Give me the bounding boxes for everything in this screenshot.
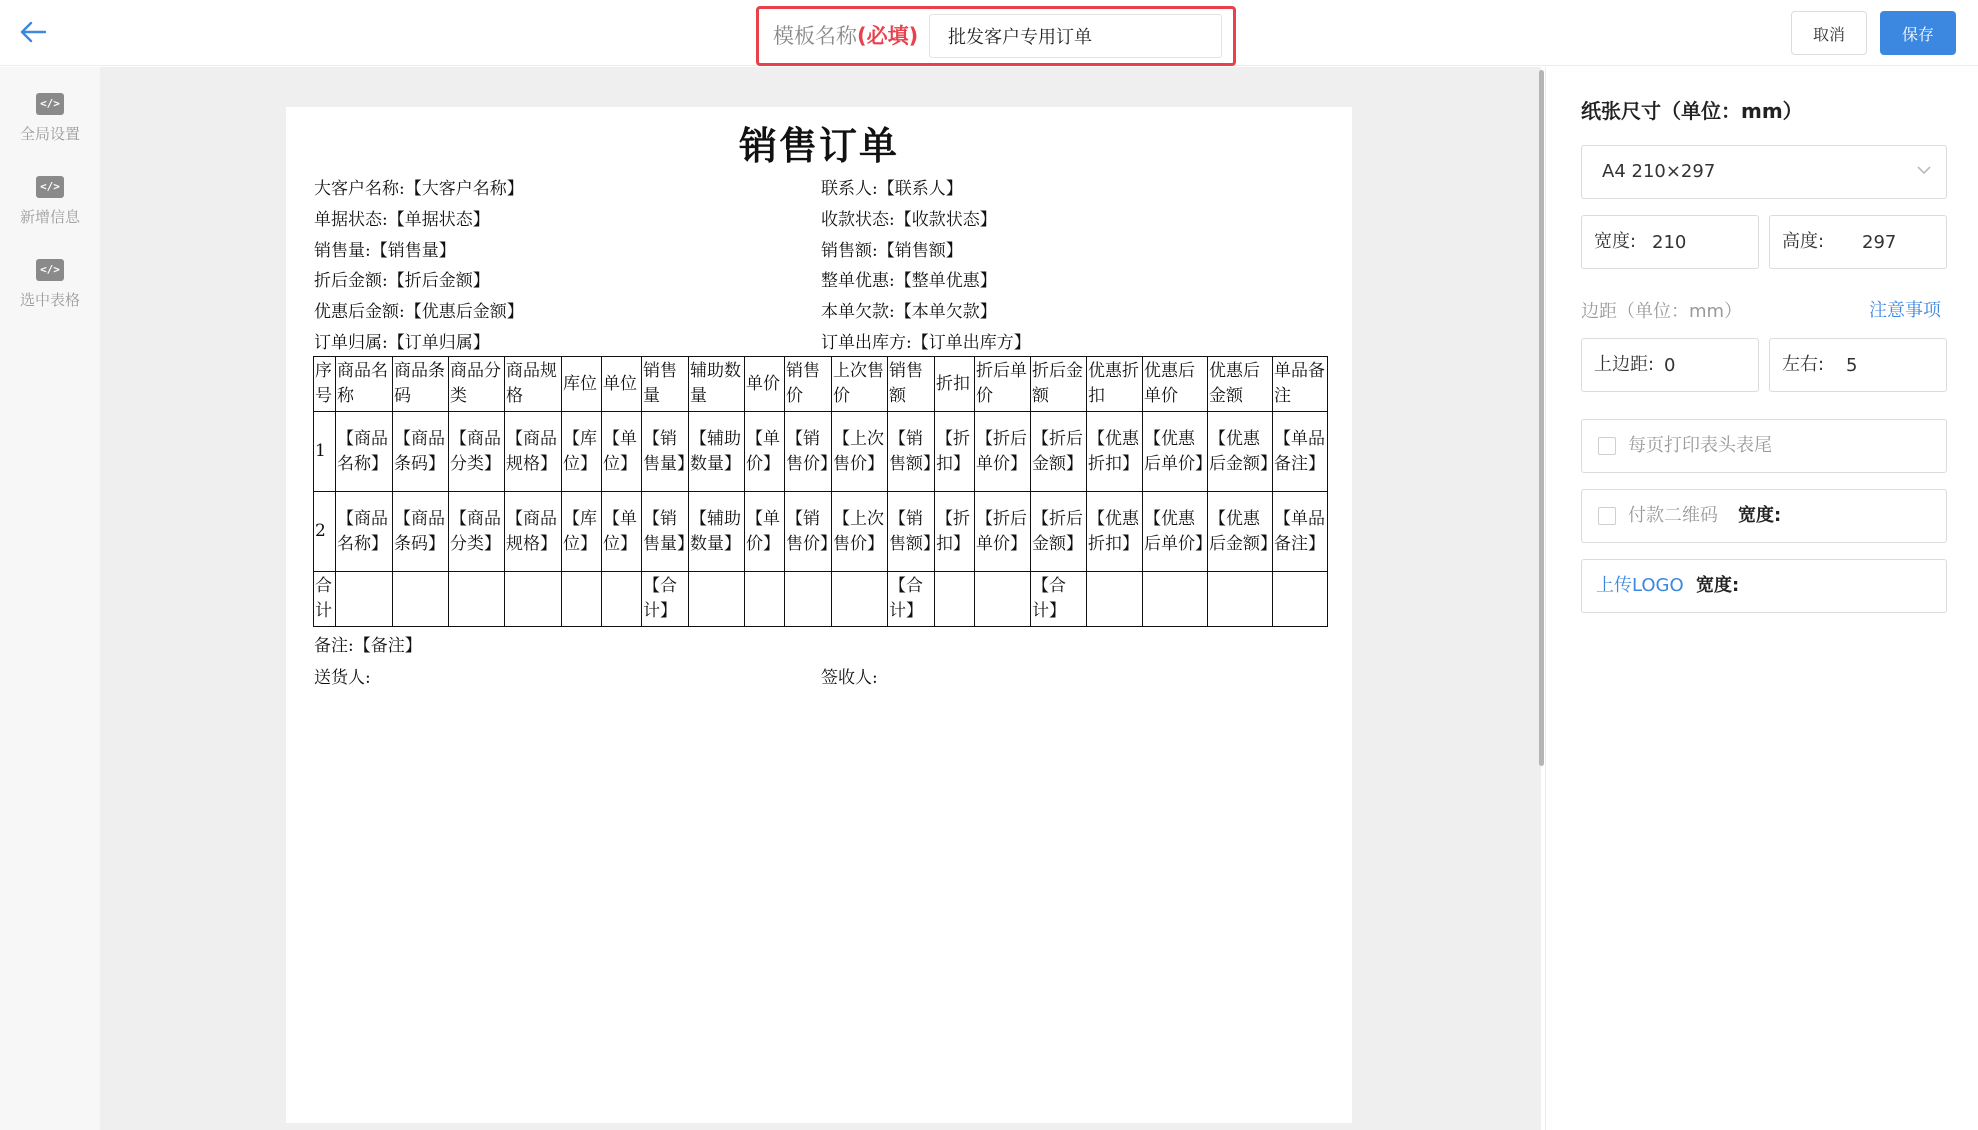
width-field xyxy=(1581,215,1759,269)
qr-code-label: 付款二维码 xyxy=(1628,505,1718,526)
table-cell[interactable]: 【上次售价】 xyxy=(832,492,888,572)
table-header-cell[interactable]: 商品分类 xyxy=(449,357,505,412)
required-mark: (必填) xyxy=(857,24,919,48)
info-field[interactable]: 销售量:【销售量】 xyxy=(314,241,456,261)
table-cell[interactable]: 【商品条码】 xyxy=(393,412,449,492)
info-field[interactable]: 单据状态:【单据状态】 xyxy=(314,210,490,230)
table-cell[interactable] xyxy=(1273,572,1328,627)
sidebar-item-add-info[interactable] xyxy=(0,176,100,246)
table-cell[interactable]: 【商品规格】 xyxy=(505,492,562,572)
table-cell[interactable]: 【单位】 xyxy=(602,492,642,572)
info-field[interactable]: 大客户名称:【大客户名称】 xyxy=(314,179,524,199)
info-field[interactable]: 收款状态:【收款状态】 xyxy=(821,210,997,230)
table-cell[interactable]: 【库位】 xyxy=(562,412,602,492)
table-cell[interactable]: 【折后单价】 xyxy=(975,492,1031,572)
back-button[interactable] xyxy=(16,14,50,50)
table-cell[interactable]: 【商品分类】 xyxy=(449,412,505,492)
table-cell[interactable]: 【商品条码】 xyxy=(393,492,449,572)
paper-size-value: A4 210×297 xyxy=(1602,161,1716,182)
table-cell[interactable] xyxy=(785,572,832,627)
height-input[interactable] xyxy=(1862,224,1942,260)
cancel-button[interactable]: 取消 xyxy=(1791,11,1867,55)
save-button[interactable]: 保存 xyxy=(1880,11,1956,55)
table-cell[interactable]: 【销售额】 xyxy=(888,412,935,492)
table-cell[interactable]: 【单品备注】 xyxy=(1273,412,1328,492)
table-header-cell[interactable]: 单品备注 xyxy=(1273,357,1328,412)
table-cell[interactable]: 1 xyxy=(314,412,336,492)
table-cell[interactable]: 2 xyxy=(314,492,336,572)
table-cell[interactable] xyxy=(1087,572,1143,627)
sidebar-item-label: 选中表格 xyxy=(19,291,80,309)
table-cell[interactable]: 【优惠折扣】 xyxy=(1087,492,1143,572)
canvas-area xyxy=(100,67,1541,1130)
table-cell[interactable]: 【辅助数量】 xyxy=(689,492,745,572)
template-name-input[interactable] xyxy=(929,14,1222,58)
print-header-option xyxy=(1581,419,1947,473)
table-cell[interactable]: 【优惠后金额】 xyxy=(1208,412,1273,492)
remark-field[interactable]: 备注:【备注】 xyxy=(314,636,422,656)
notes-link[interactable]: 注意事项 xyxy=(1869,300,1941,321)
table-cell[interactable]: 【单价】 xyxy=(745,412,785,492)
paper-size-title: 纸张尺寸（单位：mm） xyxy=(1581,99,1803,123)
code-icon: </> xyxy=(36,176,64,198)
info-field[interactable]: 联系人:【联系人】 xyxy=(821,179,963,199)
table-cell[interactable]: 【商品规格】 xyxy=(505,412,562,492)
table-header-cell[interactable]: 销售价 xyxy=(785,357,832,412)
top-margin-label: 上边距: xyxy=(1594,354,1655,375)
table-cell[interactable]: 【商品名称】 xyxy=(336,492,393,572)
table-header-cell[interactable]: 单价 xyxy=(745,357,785,412)
table-cell[interactable]: 【销售价】 xyxy=(785,412,832,492)
document-title[interactable]: 销售订单 xyxy=(738,123,899,168)
top-margin-input[interactable] xyxy=(1664,347,1749,383)
paper-preview[interactable] xyxy=(286,107,1352,1123)
table-header-cell[interactable]: 序号 xyxy=(314,357,336,412)
info-field[interactable]: 优惠后金额:【优惠后金额】 xyxy=(314,302,524,322)
qr-code-checkbox[interactable] xyxy=(1598,507,1616,525)
table-header-cell[interactable]: 优惠折扣 xyxy=(1087,357,1143,412)
table-header-cell[interactable]: 商品名称 xyxy=(336,357,393,412)
width-input[interactable] xyxy=(1652,224,1747,260)
table-cell[interactable]: 【折扣】 xyxy=(935,412,975,492)
table-cell[interactable]: 【商品名称】 xyxy=(336,412,393,492)
info-field[interactable]: 订单出库方:【订单出库方】 xyxy=(821,333,1031,353)
table-header-cell[interactable]: 库位 xyxy=(562,357,602,412)
table-cell[interactable]: 【合计】 xyxy=(1031,572,1087,627)
table-header-row[interactable] xyxy=(314,357,1328,412)
deliverer-field[interactable]: 送货人: xyxy=(314,668,371,688)
sidebar-item-select-table[interactable] xyxy=(0,259,100,329)
logo-option xyxy=(1581,559,1947,613)
table-cell[interactable]: 【商品分类】 xyxy=(449,492,505,572)
table-cell[interactable] xyxy=(602,572,642,627)
table-cell[interactable] xyxy=(393,572,449,627)
settings-panel xyxy=(1545,67,1978,1130)
top-margin-field xyxy=(1581,338,1759,392)
print-header-checkbox[interactable] xyxy=(1598,437,1616,455)
table-cell[interactable]: 【上次售价】 xyxy=(832,412,888,492)
table-cell[interactable] xyxy=(975,572,1031,627)
table-cell[interactable]: 【库位】 xyxy=(562,492,602,572)
lr-margin-label: 左右: xyxy=(1782,354,1825,375)
info-field[interactable]: 本单欠款:【本单欠款】 xyxy=(821,302,997,322)
margin-title: 边距（单位：mm） xyxy=(1581,301,1743,322)
info-field[interactable]: 订单归属:【订单归属】 xyxy=(314,333,490,353)
receiver-field[interactable]: 签收人: xyxy=(821,668,878,688)
table-header-cell[interactable]: 商品规格 xyxy=(505,357,562,412)
table-cell[interactable]: 【单位】 xyxy=(602,412,642,492)
items-table[interactable] xyxy=(313,356,1328,627)
top-bar xyxy=(0,0,1978,66)
template-name-label: 模板名称(必填) xyxy=(773,24,919,48)
table-cell[interactable] xyxy=(1143,572,1208,627)
table-header-cell[interactable]: 上次售价 xyxy=(832,357,888,412)
height-field xyxy=(1769,215,1947,269)
table-header-cell[interactable]: 折后金额 xyxy=(1031,357,1087,412)
table-cell[interactable]: 【销售量】 xyxy=(642,412,689,492)
sidebar-item-global-settings[interactable] xyxy=(0,93,100,163)
table-cell[interactable]: 【单价】 xyxy=(745,492,785,572)
logo-width-label: 宽度: xyxy=(1696,575,1740,596)
upload-logo-link[interactable]: 上传LOGO xyxy=(1596,575,1684,596)
table-cell[interactable]: 【优惠后金额】 xyxy=(1208,492,1273,572)
table-row[interactable] xyxy=(314,492,1328,572)
print-header-label: 每页打印表头表尾 xyxy=(1628,435,1772,456)
table-cell[interactable] xyxy=(745,572,785,627)
table-total-row[interactable] xyxy=(314,572,1328,627)
table-cell[interactable] xyxy=(935,572,975,627)
table-cell[interactable] xyxy=(336,572,393,627)
sidebar-item-label: 全局设置 xyxy=(19,125,80,143)
qr-code-option xyxy=(1581,489,1947,543)
canvas-scrollbar[interactable] xyxy=(1539,70,1544,766)
qr-width-label: 宽度: xyxy=(1738,505,1782,526)
table-cell[interactable]: 【折后金额】 xyxy=(1031,412,1087,492)
code-icon: </> xyxy=(36,93,64,115)
arrow-left-icon xyxy=(20,21,46,43)
template-name-group xyxy=(756,6,1236,66)
table-cell[interactable]: 【优惠后单价】 xyxy=(1143,492,1208,572)
sidebar-item-label: 新增信息 xyxy=(19,208,80,226)
table-header-cell[interactable]: 优惠后单价 xyxy=(1143,357,1208,412)
table-cell[interactable]: 【销售额】 xyxy=(888,492,935,572)
height-label: 高度: xyxy=(1782,231,1825,252)
code-icon: </> xyxy=(36,259,64,281)
info-field[interactable]: 销售额:【销售额】 xyxy=(821,241,963,261)
table-cell[interactable] xyxy=(832,572,888,627)
info-field[interactable]: 整单优惠:【整单优惠】 xyxy=(821,271,997,291)
lr-margin-field xyxy=(1769,338,1947,392)
table-header-cell[interactable]: 优惠后金额 xyxy=(1208,357,1273,412)
chevron-down-icon xyxy=(1916,164,1932,176)
table-cell[interactable] xyxy=(505,572,562,627)
info-field[interactable]: 折后金额:【折后金额】 xyxy=(314,271,490,291)
table-cell[interactable]: 【销售价】 xyxy=(785,492,832,572)
table-cell[interactable]: 【合计】 xyxy=(888,572,935,627)
table-cell[interactable]: 【折后单价】 xyxy=(975,412,1031,492)
table-header-cell[interactable]: 辅助数量 xyxy=(689,357,745,412)
lr-margin-input[interactable] xyxy=(1846,347,1936,383)
table-cell[interactable] xyxy=(689,572,745,627)
table-header-cell[interactable]: 销售额 xyxy=(888,357,935,412)
table-header-cell[interactable]: 折扣 xyxy=(935,357,975,412)
table-header-cell[interactable]: 销售量 xyxy=(642,357,689,412)
table-cell[interactable]: 【折扣】 xyxy=(935,492,975,572)
table-cell[interactable]: 【折后金额】 xyxy=(1031,492,1087,572)
paper-size-select[interactable] xyxy=(1581,145,1947,199)
table-cell[interactable]: 【优惠折扣】 xyxy=(1087,412,1143,492)
table-row[interactable] xyxy=(314,412,1328,492)
table-cell[interactable]: 【优惠后单价】 xyxy=(1143,412,1208,492)
table-header-cell[interactable]: 商品条码 xyxy=(393,357,449,412)
table-cell[interactable] xyxy=(449,572,505,627)
table-cell[interactable]: 【合计】 xyxy=(642,572,689,627)
table-header-cell[interactable]: 折后单价 xyxy=(975,357,1031,412)
table-cell[interactable]: 【辅助数量】 xyxy=(689,412,745,492)
table-header-cell[interactable]: 单位 xyxy=(602,357,642,412)
table-cell[interactable] xyxy=(1208,572,1273,627)
table-cell[interactable] xyxy=(562,572,602,627)
left-sidebar xyxy=(0,67,100,1130)
width-label: 宽度: xyxy=(1594,231,1637,252)
table-cell[interactable]: 【单品备注】 xyxy=(1273,492,1328,572)
table-cell[interactable]: 【销售量】 xyxy=(642,492,689,572)
table-cell[interactable]: 合计 xyxy=(314,572,336,627)
